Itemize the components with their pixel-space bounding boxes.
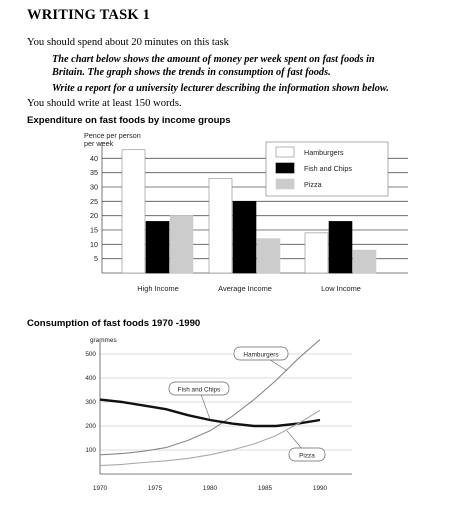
bar-ytick-label: 40: [90, 153, 98, 163]
bar-chart-ylabel-line2: per week: [84, 139, 114, 148]
legend-swatch: [276, 163, 294, 173]
line-ytick-label: 200: [85, 423, 96, 430]
series-callout-label: Fish and Chips: [177, 386, 221, 394]
line-ytick-label: 300: [85, 399, 96, 406]
bar-hamburgers: [209, 178, 232, 273]
line-xtick-label: 1990: [312, 485, 328, 492]
bar-chart-ylabel-line1: Pence per person: [84, 131, 141, 140]
legend-swatch: [276, 147, 294, 157]
word-instruction: You should write at least 150 words.: [27, 98, 182, 109]
legend-swatch: [276, 179, 294, 189]
line-xtick-label: 1970: [92, 485, 108, 492]
bar-ytick-label: 15: [90, 225, 98, 235]
series-callout-label: Pizza: [299, 452, 315, 460]
bar-pizza: [353, 250, 376, 273]
legend-label: Fish and Chips: [304, 164, 352, 173]
bar-fish-and-chips: [329, 221, 352, 273]
bar-ytick-label: 35: [90, 168, 98, 178]
line-xtick-label: 1980: [202, 485, 218, 492]
line-chart: [0, 332, 459, 507]
task-line-1: The chart below shows the amount of money per week spent on fast foods in: [52, 54, 375, 65]
bar-fish-and-chips: [233, 201, 256, 273]
series-callout-label: Hamburgers: [243, 351, 279, 359]
task-line-2: Britain. The graph shows the trends in consumption of fast foods.: [52, 67, 331, 78]
line-series-fish-and-chips: [100, 400, 320, 426]
page-heading: WRITING TASK 1: [27, 7, 151, 23]
bar-category-label: Average Income: [218, 284, 272, 293]
bar-category-label: Low Income: [321, 284, 361, 293]
line-xtick-label: 1975: [147, 485, 163, 492]
time-instruction: You should spend about 20 minutes on this task: [27, 37, 229, 48]
line-ytick-label: 100: [85, 447, 96, 454]
legend-label: Hamburgers: [304, 148, 344, 157]
bar-hamburgers: [305, 233, 328, 273]
bar-pizza: [257, 239, 280, 273]
bar-ytick-label: 30: [90, 182, 98, 192]
bar-ytick-label: 5: [94, 254, 98, 264]
line-chart-ylabel: grammes: [90, 337, 117, 344]
line-ytick-label: 400: [85, 375, 96, 382]
bar-chart-title: Expenditure on fast foods by income groups: [27, 115, 231, 126]
bar-chart: [0, 128, 459, 300]
legend-label: Pizza: [304, 180, 322, 189]
bar-ytick-label: 25: [90, 196, 98, 206]
line-ytick-label: 500: [85, 351, 96, 358]
bar-ytick-label: 20: [90, 211, 98, 221]
bar-ytick-label: 10: [90, 239, 98, 249]
bar-hamburgers: [122, 150, 145, 273]
bar-pizza: [170, 216, 193, 273]
bar-fish-and-chips: [146, 221, 169, 273]
line-xtick-label: 1985: [257, 485, 273, 492]
bar-category-label: High Income: [137, 284, 179, 293]
task-line-3: Write a report for a university lecturer describing the information shown below.: [52, 83, 389, 94]
line-chart-title: Consumption of fast foods 1970 -1990: [27, 318, 201, 329]
